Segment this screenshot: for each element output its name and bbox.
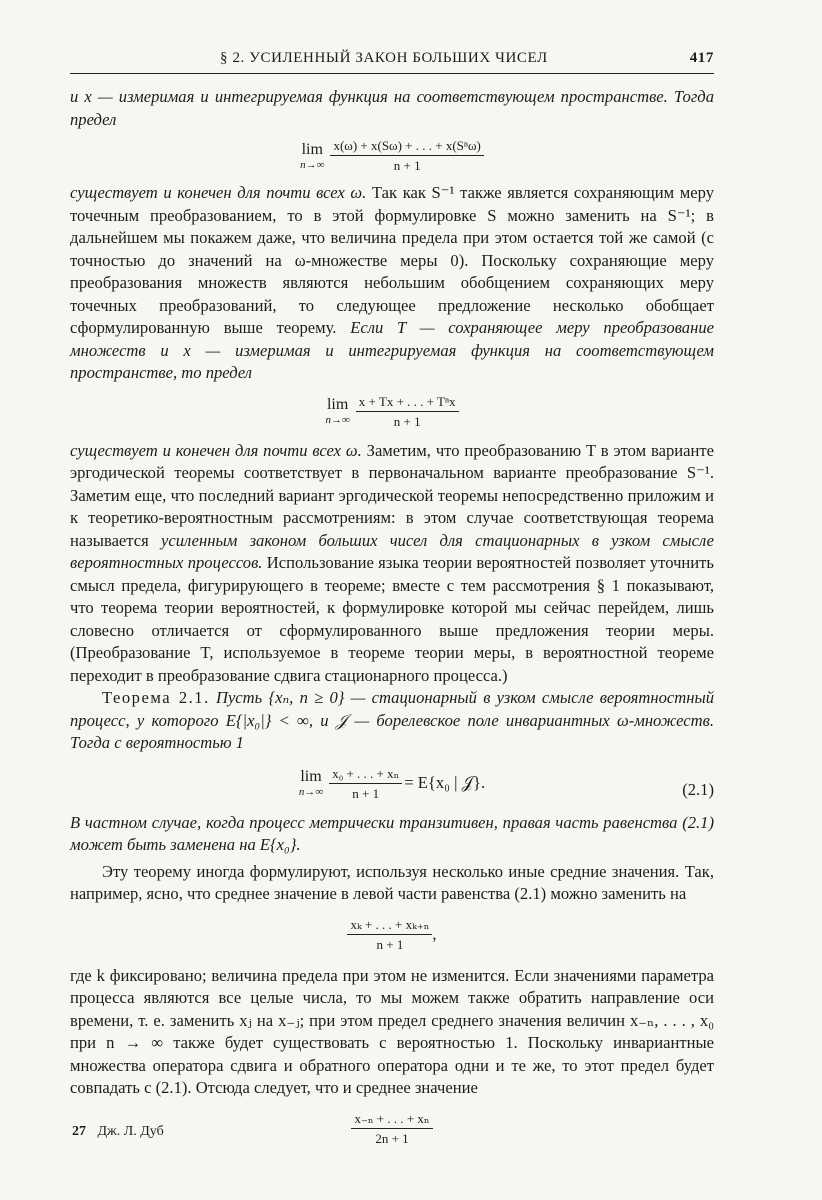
signature-mark: 27	[72, 1124, 86, 1139]
page-number: 417	[689, 50, 714, 66]
paragraph-1	[70, 86, 714, 131]
formula-1	[70, 137, 714, 174]
fraction-3	[329, 765, 402, 802]
fraction-1	[330, 137, 483, 174]
theorem-2-1	[70, 687, 714, 755]
paragraph-3: существует и конечен для почти всех ω. Заметим, что преобразованию T в этом варианте эргодической теоремы соответствует в первоначальном варианте преобразование S⁻¹. Заметим еще, что последний вариант эргодической теоремы непосредственно приложим и к теоретико-вероятностным рассмотрениям: в этом случае соответствующая теорема называется усиленным законом больших чисел для стационарных в узком смысле вероятностных процессов. Использование языка теории вероятностей позволяет уточнить смысл предела, фигурирующего в теореме; вместе с тем рассмотрения § 1 показывают, что теорема теории вероятностей, к формулировке которой мы сейчас перейдем, лишь словесно отличается от сформулированного выше предложения теории меры. (Преобразование T, используемое в теореме теории меры, в вероятностной теореме переходит в преобразование сдвига стационарного процесса.)	[70, 440, 715, 685]
lim-symbol: lim n→∞	[298, 768, 324, 798]
header-rule	[70, 73, 714, 74]
fraction-3-denominator: n + 1	[352, 785, 380, 801]
fraction-4-numerator: xₖ + . . . + xₖ₊ₙ	[347, 916, 432, 935]
lim-symbol: lim n→∞	[300, 140, 325, 171]
theorem-label: Теорема 2.1.	[102, 688, 210, 707]
fraction-1-denominator: n + 1	[393, 158, 421, 173]
fraction-2	[356, 393, 459, 430]
fraction-4-denominator: n + 1	[376, 936, 404, 952]
paragraph-5: Эту теорему иногда формулируют, используя несколько иные средние значения. Так, например, ясно, что среднее значение в левой части равенства (2.1) можно заменить на	[70, 861, 714, 903]
lim-symbol: lim n→∞	[325, 396, 350, 426]
fraction-4	[347, 916, 432, 953]
fraction-5-numerator: x₋ₙ + . . . + xₙ	[351, 1110, 432, 1129]
theorem-text: Пусть {xₙ, n ≥ 0} — стационарный в узком смысле вероятностный процесс, у которого E{|x₀|} < ∞, и 𝒥 — борелевское поле инвариантных ω-множеств. Тогда с вероятностью 1	[70, 688, 714, 752]
fraction-3-numerator: x₀ + . . . + xₙ	[329, 765, 402, 784]
paragraph-4: В частном случае, когда процесс метрически транзитивен, правая часть равенства (2.1) может быть заменена на E{x₀}.	[70, 812, 714, 854]
fraction-2-denominator: n + 1	[393, 413, 421, 429]
running-header	[70, 48, 714, 74]
fraction-5	[351, 1110, 432, 1147]
paragraph-2: существует и конечен для почти всех ω. Так как S⁻¹ также является сохраняющим меру точечным преобразованием, то в этой формулировке S можно заменить на S⁻¹; в дальнейшем мы покажем даже, что величина предела при этом остается той же самой (с точностью до значений на ω-множестве меры 0). Поскольку сохраняющие меру преобразования множеств являются небольшим обобщением сохраняющих меру точечных преобразований, то следующее предложение несколько обобщает сформулированную выше теорему. Если T — сохраняющее меру преобразование множеств и x — измеримая и интегрируемая функция на соответствующем пространстве, то предел	[70, 183, 714, 382]
fraction-1-numerator: x(ω) + x(Sω) + . . . + x(Sⁿω)	[330, 137, 483, 156]
formula-2	[70, 393, 714, 430]
footer-author: Дж. Л. Дуб	[97, 1124, 164, 1139]
running-title: § 2. УСИЛЕННЫЙ ЗАКОН БОЛЬШИХ ЧИСЕЛ	[220, 50, 548, 66]
formula-4: $\frac{\text{xₖ + . . . + xₖ₊ₙ}}{n + 1}$ ,	[70, 916, 714, 953]
formula-5	[70, 1110, 714, 1147]
page-footer	[72, 1124, 164, 1140]
equation-number: (2.1)	[682, 779, 714, 799]
formula-2-1	[70, 765, 714, 802]
paragraph-1-text: и x — измеримая и интегрируемая функция на соответствующем пространстве. Тогда предел	[70, 87, 714, 129]
fraction-5-denominator: 2n + 1	[375, 1130, 409, 1146]
formula-2-1-rhs: = E{x₀ | 𝒥}.	[404, 772, 486, 792]
paragraph-6: где k фиксировано; величина предела при этом не изменится. Если значениями параметра процесса являются все целые числа, то мы можем также обратить направление оси времени, т. е. заменить xⱼ на x₋ⱼ; при этом предел среднего значения величин x₋ₙ, . . . , x₀ при n → ∞ также будет существовать с вероятностью 1. Поскольку инвариантные множества оператора сдвига и обратного оператора одни и те же, то этот предел будет совпадать с (2.1). Отсюда следует, что и среднее значение	[70, 965, 714, 1097]
fraction-2-numerator: x + Tx + . . . + Tⁿx	[356, 393, 459, 412]
page-body	[70, 86, 714, 1147]
